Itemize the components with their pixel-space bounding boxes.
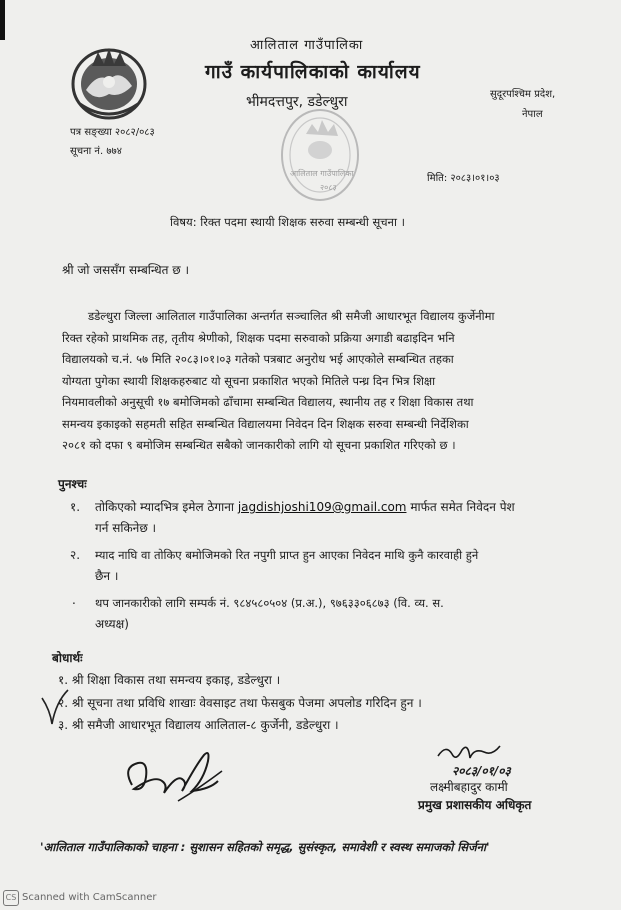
- stamp-text: आलिताल गाउँपालिका: [290, 169, 354, 178]
- body-line: २०८१ को दफा ९ बमोजिम सम्बन्धित सबैको जानकारीको लागि यो सूचना प्रकाशित गरिएको छ ।: [62, 438, 456, 452]
- province-name: सुदूरपश्चिम प्रदेश,: [490, 89, 556, 100]
- subject-line: विषय: रिक्त पदमा स्थायी शिक्षक सरुवा सम्बन्धी सूचना ।: [170, 215, 405, 229]
- body-paragraph: [62, 306, 542, 457]
- bodharth-item: २. श्री सूचना तथा प्रविधि शाखाः वेवसाइट तथा फेसबुक पेजमा अपलोड गरिदिन हुन ।: [58, 696, 422, 710]
- punascha-item1: [95, 497, 515, 518]
- stamp-date: २०८३: [320, 183, 337, 192]
- body-line: डडेल्धुरा जिल्ला आलिताल गाउँपालिका अन्तर्गत सञ्चालित श्री समैजी आधारभूत विद्यालय कुर्जेनीमा: [88, 309, 495, 323]
- patra-sankhya: पत्र सङ्ख्या २०८२/०८३: [70, 127, 155, 138]
- camscanner-logo-icon: CS: [3, 890, 19, 906]
- punascha-item3-cont: अध्यक्ष): [95, 617, 129, 631]
- body-line: समन्वय इकाइको सहमती सहित सम्बन्धित विद्यालयमा निवेदन दिन शिक्षक सरुवा सम्बन्धी निर्देशिका: [62, 416, 469, 431]
- punascha-item2-cont: छैन ।: [95, 569, 119, 583]
- checkmark-icon: [40, 688, 70, 728]
- country-name: नेपाल: [522, 109, 543, 120]
- punascha-item1-post: मार्फत समेत निवेदन पेश: [410, 500, 515, 514]
- body-line: रिक्त रहेको प्राथमिक तह, तृतीय श्रेणीको, शिक्षक पदमा सरुवाको प्रक्रिया अगाडी बढाइदिन भनि: [62, 330, 455, 345]
- punascha-item1-cont: गर्न सकिनेछ ।: [95, 521, 157, 535]
- body-line: विद्यालयको च.नं. ५७ मिति २०८३।०१।०३ गतेको पत्रबाट अनुरोध भई आएकोले सम्बन्धित तहका: [62, 352, 454, 366]
- officer-title: प्रमुख प्रशासकीय अधिकृत: [418, 798, 532, 812]
- header-line1: आलिताल गाउँपालिका: [250, 38, 364, 53]
- handwritten-signature-icon: [118, 745, 228, 810]
- punascha-item2: म्याद नाघि वा तोकिए बमोजिमको रित नपुगी प्राप्त हुन आएका निवेदन माथि कुनै कारवाही हुने: [95, 548, 479, 562]
- footer-quote: 'आलिताल गाउँपालिकाको चाहना : सुशासन सहितको समृद्ध, सुसंस्कृत, समावेशी र स्वस्थ समाजको सिर्जना': [40, 840, 490, 854]
- punascha-heading: पुनश्चः: [58, 477, 87, 491]
- punascha-item3-number: .: [72, 593, 76, 607]
- bodharth-heading: बोधार्थः: [52, 651, 83, 665]
- bodharth-item: ३. श्री समैजी आधारभूत विद्यालय आलिताल-८ कुर्जेनी, डडेल्धुरा ।: [58, 718, 339, 732]
- punascha-item2-number: २.: [70, 548, 81, 562]
- contact-email-link[interactable]: jagdishjoshi109@gmail.com: [237, 500, 407, 514]
- punascha-item1-pre: तोकिएको म्यादभित्र इमेल ठेगाना: [95, 500, 234, 514]
- punascha-item3: थप जानकारीको लागि सम्पर्क नं. ९८४५८०५०४ (प्र.अ.), ९७६३३०६८७३ (वि. व्य. स.: [95, 596, 444, 610]
- office-title: गाउँ कार्यपालिकाको कार्यालय: [205, 61, 421, 83]
- officer-name: लक्ष्मीबहादुर कामी: [430, 780, 508, 794]
- bodharth-item: १. श्री शिक्षा विकास तथा समन्वय इकाइ, डडेल्धुरा ।: [58, 673, 281, 687]
- office-address: भीमदत्तपुर, डडेल्धुरा: [246, 94, 348, 110]
- salutation: श्री जो जससँग सम्बन्धित छ ।: [62, 263, 190, 277]
- body-line: नियमावलीको अनुसूची १७ बमोजिमको ढाँचामा सम्बन्धित विद्यालय, स्थानीय तह र शिक्षा विकास तथा: [62, 395, 474, 409]
- body-line: योग्यता पुगेका स्थायी शिक्षकहरुबाट यो सूचना प्रकाशित भएको मितिले पन्ध्र दिन भित्र शिक्षा: [62, 373, 436, 388]
- suchana-number: सूचना नं. ७७४: [70, 146, 122, 157]
- scanner-label: Scanned with CamScanner: [22, 892, 157, 903]
- nepal-emblem-icon: [68, 42, 150, 122]
- punascha-item1-number: १.: [70, 500, 81, 514]
- letter-date: मिति: २०८३।०१।०३: [427, 173, 500, 184]
- scan-edge-mark: [0, 0, 5, 40]
- signature-date: २०८३/०१/०३: [452, 764, 511, 778]
